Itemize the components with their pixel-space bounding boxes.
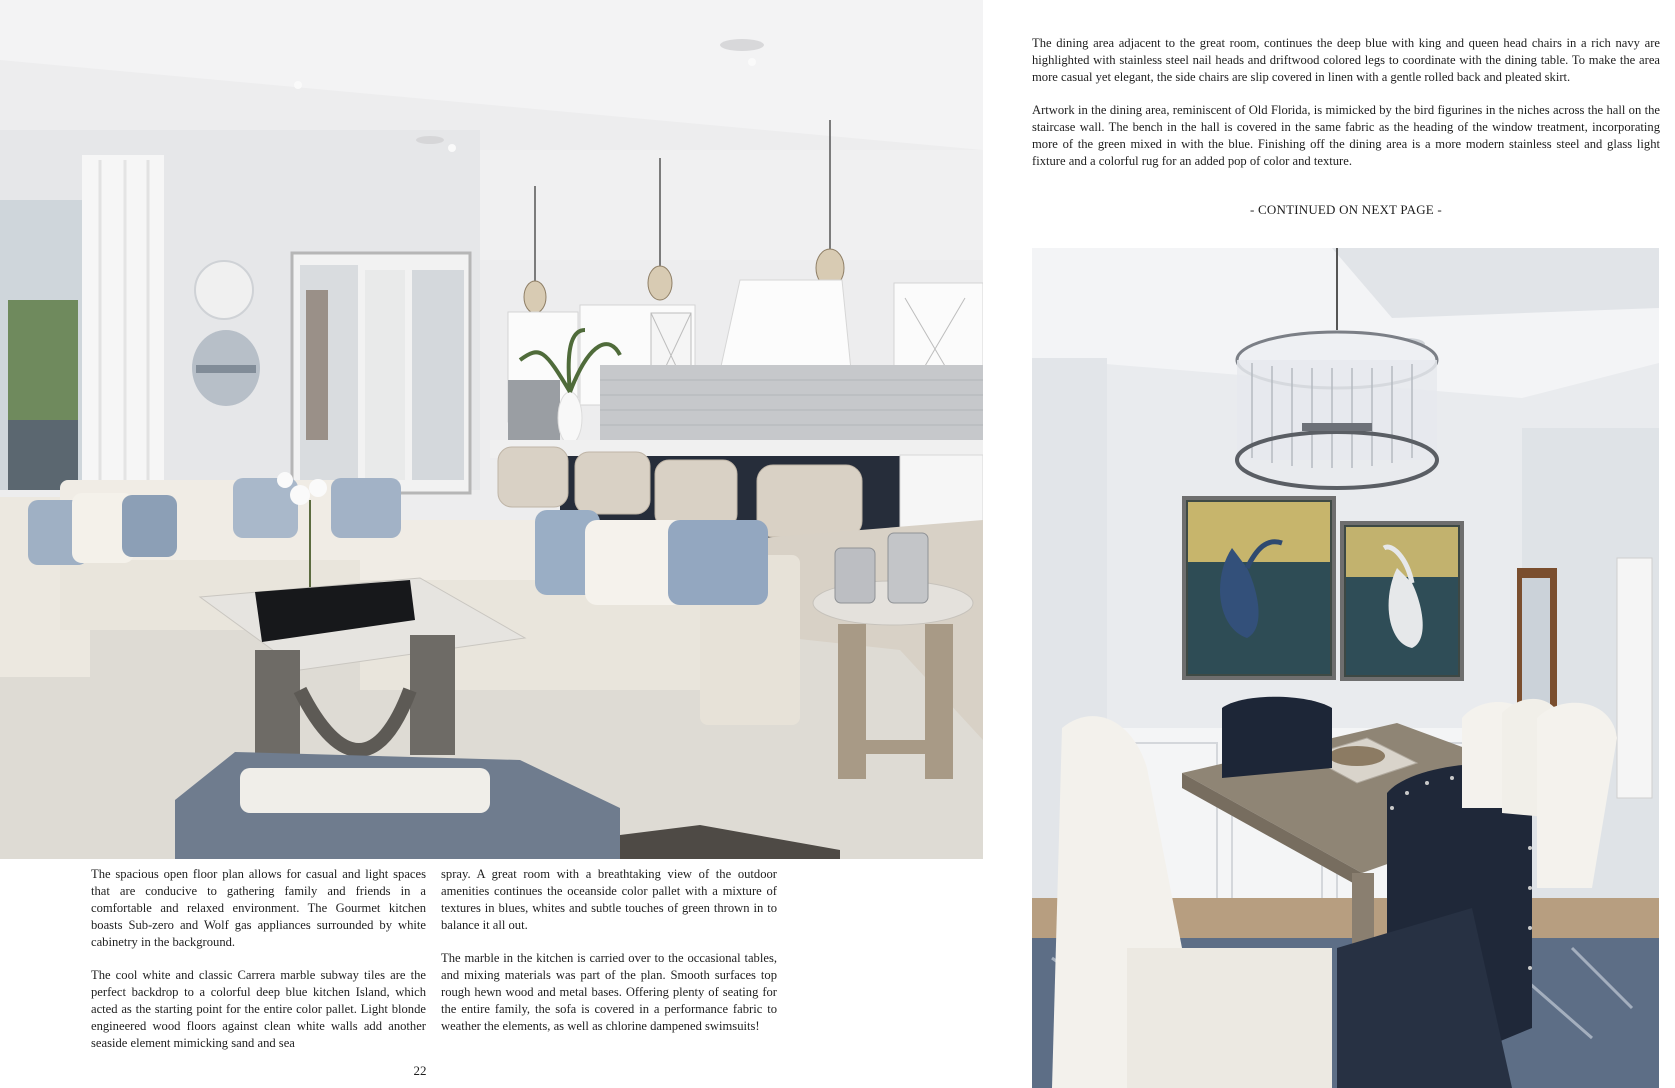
body-paragraph: spray. A great room with a breathtaking view of the outdoor amenities continues the oceanside color pallet with a mixture of textures in blues, whites and subtle touches of green thrown in to balance it all out. — [441, 867, 777, 932]
body-paragraph: The dining area adjacent to the great room, continues the deep blue with king and queen head chairs in a rich navy are highlighted with stainless steel nail heads and driftwood colored legs to coordinate with the dining table. To make the area more casual yet elegant, the side chairs are slip covered in linen with a gentle rolled back and pleated skirt. — [1032, 36, 1660, 84]
body-text-column-1 — [91, 866, 426, 1068]
body-paragraph: The cool white and classic Carrera marble subway tiles are the perfect backdrop to a colorful deep blue kitchen Island, which acted as the starting point for the entire color pallet. Light blonde engineered wood floors against clean white walls add another seaside element mimicking sand and sea — [91, 968, 426, 1050]
dining-room-photo — [1032, 248, 1659, 1088]
continued-notice: - CONTINUED ON NEXT PAGE - — [1250, 202, 1442, 217]
body-paragraph: The spacious open floor plan allows for casual and light spaces that are conducive to gathering family and friends in a comfortable and relaxed environment. The Gourmet kitchen boasts Sub-zero and Wolf gas appliances surrounded by white cabinetry in the background. — [91, 867, 426, 949]
right-page-text — [1032, 35, 1660, 186]
page-number: 22 — [413, 1063, 427, 1078]
living-room-photo — [0, 0, 983, 859]
body-paragraph: Artwork in the dining area, reminiscent of Old Florida, is mimicked by the bird figurines in the niches across the hall on the staircase wall. The bench in the hall is covered in the same fabric as the heading of the window treatment, incorporating more of the green mixed in with the blue. Finishing off the dining area is a more modern stainless steel and glass light fixture and a colorful rug for an added pop of color and texture. — [1032, 103, 1660, 168]
body-paragraph: The marble in the kitchen is carried over to the occasional tables, and mixing materials was part of the plan. Smooth surfaces top rough hewn wood and metal bases. Offering plenty of seating for the entire family, the sofa is covered in a performance fabric to weather the elements, as well as chlorine dampened swimsuits! — [441, 951, 777, 1033]
body-text-column-2 — [441, 866, 777, 1051]
